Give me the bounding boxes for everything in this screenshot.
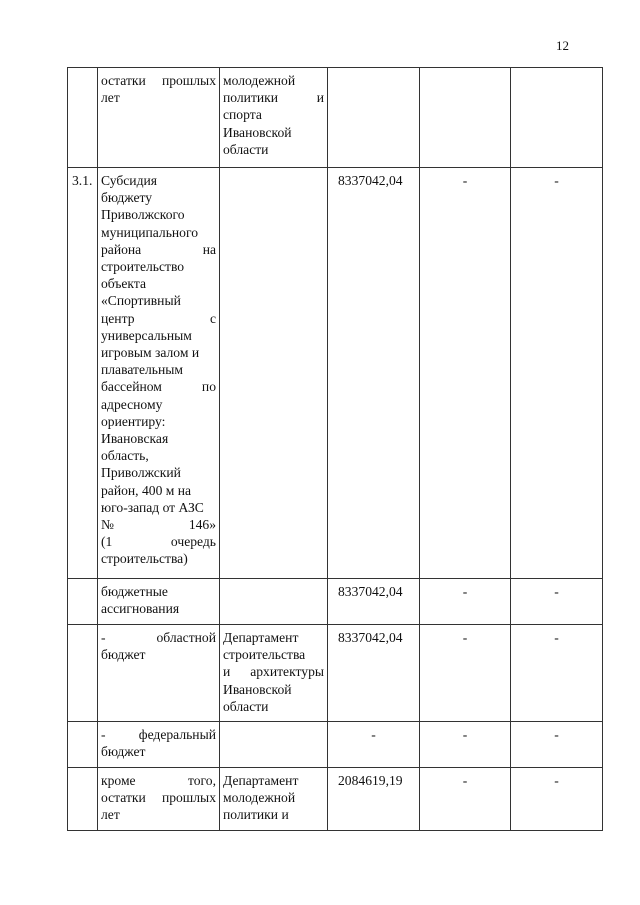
executor-line: политики и (223, 90, 324, 106)
executor (220, 68, 328, 168)
item-name-line: Приволжского (101, 207, 185, 223)
amount-cell: 2084619,19 (328, 768, 420, 831)
item-name-line: остатки прошлых (101, 790, 216, 806)
executor (220, 168, 328, 579)
c5-cell: - (420, 768, 511, 831)
item-name-line: «Спортивный (101, 293, 181, 309)
executor-line: Департамент (223, 773, 299, 788)
amount-cell: - (328, 722, 420, 768)
item-name-line: бюджету (101, 190, 153, 206)
amount-cell: 8337042,04 (328, 168, 420, 579)
table-row (68, 625, 603, 722)
executor-line: Департамент (223, 630, 299, 645)
executor (220, 579, 328, 625)
c6-cell: - (511, 168, 603, 579)
item-name-line: строительства) (101, 551, 188, 567)
executor-line: спорта (223, 107, 262, 123)
item-name-line: игровым залом и (101, 345, 200, 361)
c5-cell: - (420, 625, 511, 722)
row-number (68, 722, 98, 768)
item-name-line: Приволжский (101, 465, 181, 481)
executor (220, 625, 328, 722)
budget-table (67, 67, 603, 831)
item-name (98, 168, 220, 579)
item-name (98, 768, 220, 831)
item-name-line: ассигнования (101, 601, 180, 617)
executor-line: молодежной (223, 73, 296, 88)
c6-cell: - (511, 579, 603, 625)
item-name-line: бюджет (101, 744, 146, 760)
executor-line: области (223, 698, 269, 714)
table-row (68, 68, 603, 168)
item-name (98, 722, 220, 768)
item-name-line: бюджетные (101, 584, 168, 599)
item-name-line: юго-запад от АЗС (101, 499, 204, 515)
page-number: 12 (556, 38, 569, 53)
item-name-line: область, (101, 448, 149, 464)
item-name-line: объекта (101, 276, 147, 292)
item-name-line: район, 400 м на (101, 482, 192, 498)
item-name (98, 68, 220, 168)
executor-line: строительства (223, 647, 306, 663)
executor-line: Ивановской (223, 681, 292, 697)
item-name-line: (1 очередь (101, 534, 216, 550)
row-number: 3.1. (68, 168, 98, 579)
c6-cell: - (511, 722, 603, 768)
table-row (68, 768, 603, 831)
item-name-line: муниципального (101, 224, 199, 240)
c5-cell: - (420, 579, 511, 625)
item-name-line: ориентиру: (101, 413, 166, 429)
c6-cell (511, 68, 603, 168)
item-name-line: универсальным (101, 327, 192, 343)
item-name-line: кроме того, (101, 773, 216, 788)
row-number (68, 625, 98, 722)
table-row (68, 722, 603, 768)
executor (220, 722, 328, 768)
item-name-line: района на (101, 241, 216, 257)
c5-cell (420, 68, 511, 168)
amount-cell: 8337042,04 (328, 579, 420, 625)
item-name (98, 579, 220, 625)
item-name-line: бюджет (101, 647, 146, 663)
item-name-line: лет (101, 90, 120, 106)
executor-line: политики и (223, 807, 289, 823)
item-name-line: - федеральный (101, 727, 216, 742)
executor (220, 768, 328, 831)
item-name-line: бассейном по (101, 379, 216, 395)
table-row (68, 579, 603, 625)
c5-cell: - (420, 168, 511, 579)
executor-line: и архитектуры (223, 664, 324, 680)
executor-line: Ивановской (223, 124, 292, 140)
executor-line: молодежной (223, 790, 296, 806)
item-name-line: адресному (101, 396, 163, 412)
item-name-line: центр с (101, 310, 216, 326)
item-name-line: Субсидия (101, 173, 158, 188)
c6-cell: - (511, 625, 603, 722)
c6-cell: - (511, 768, 603, 831)
row-number (68, 768, 98, 831)
item-name-line: лет (101, 807, 120, 823)
amount-cell: 8337042,04 (328, 625, 420, 722)
item-name-line: Ивановская (101, 431, 169, 447)
row-number (68, 579, 98, 625)
item-name-line: № 146» (101, 517, 216, 533)
item-name-line: остатки прошлых (101, 73, 216, 88)
executor-line: области (223, 141, 269, 157)
table-row (68, 168, 603, 579)
amount-cell (328, 68, 420, 168)
row-number (68, 68, 98, 168)
c5-cell: - (420, 722, 511, 768)
item-name-line: - областной (101, 630, 216, 645)
item-name (98, 625, 220, 722)
item-name-line: строительство (101, 259, 185, 275)
item-name-line: плавательным (101, 362, 183, 378)
